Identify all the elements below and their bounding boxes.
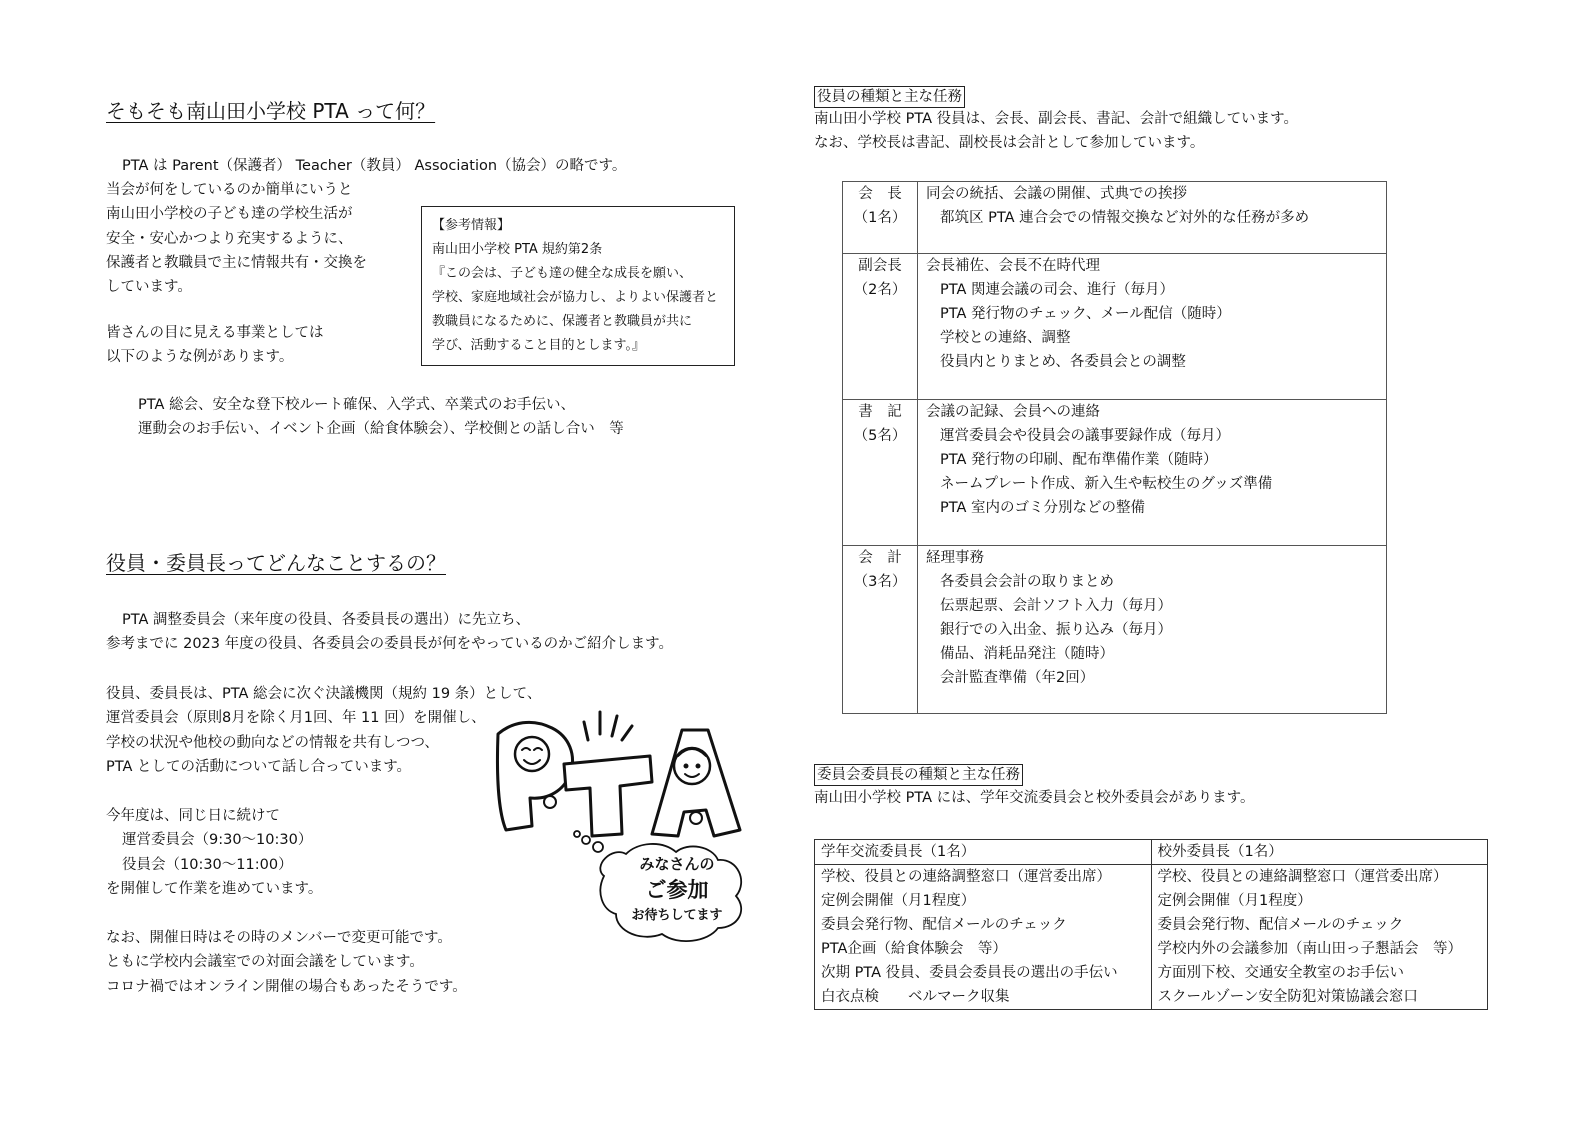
role-duties-cell — [918, 254, 1387, 400]
text-line: 役員、委員長は、PTA 総会に次ぐ決議機関（規約 19 条）として、 — [106, 686, 542, 702]
role-count: （5名） — [853, 428, 907, 444]
text-line: 当会が何をしているのか簡単にいうと — [106, 182, 353, 198]
officers-intro — [106, 608, 673, 657]
text-line: しています。 — [106, 279, 192, 296]
committee-duty: 白衣点検 ベルマーク収集 — [821, 989, 1010, 1005]
role-task: ネームプレート作成、新入生や転校生のグッズ準備 — [940, 476, 1273, 492]
committee-duty: 次期 PTA 役員、委員会委員長の選出の手伝い — [821, 965, 1118, 981]
role-row-treasurer — [843, 546, 1387, 714]
officers-section-intro — [814, 107, 1298, 156]
role-task: 学校との連絡、調整 — [940, 330, 1071, 346]
officers-role-paragraph — [106, 682, 541, 779]
role-duties-cell — [918, 546, 1387, 714]
committee-duty: 定例会開催（月1程度） — [821, 893, 976, 909]
reference-line: 学び、活動すること目的とします。』 — [432, 338, 645, 353]
meeting-schedule — [106, 804, 322, 901]
role-task: PTA 関連会議の司会、進行（毎月） — [940, 282, 1175, 298]
role-name-cell — [843, 400, 918, 546]
reference-heading: 【参考情報】 — [432, 218, 511, 233]
role-task: 運営委員会や役員会の議事要録作成（毎月） — [940, 428, 1230, 444]
text-line: 保護者と教職員で主に情報共有・交換を — [106, 254, 367, 271]
role-name: 書 記 — [858, 404, 902, 420]
officers-section-label: 役員の種類と主な任務 — [814, 86, 965, 108]
committee-duties-cell — [1151, 865, 1488, 1010]
role-row-president — [843, 182, 1387, 254]
committee-header — [815, 840, 1152, 865]
text-line: PTA 調整委員会（来年度の役員、各委員長の選出）に先立ち、 — [122, 612, 531, 628]
role-name-cell — [843, 182, 918, 254]
role-task: 備品、消耗品発注（随時） — [940, 646, 1114, 662]
event-examples — [138, 393, 624, 442]
role-main-duty: 同会の統括、会議の開催、式典での挨拶 — [926, 186, 1187, 202]
text-line: 参考までに 2023 年度の役員、各委員会の委員長が何をやっているのかご紹介します。 — [106, 636, 673, 653]
text-line: ともに学校内会議室での対面会議をしています。 — [106, 954, 424, 971]
role-task: 銀行での入出金、振り込み（毎月） — [940, 622, 1172, 638]
committees-section-label: 委員会委員長の種類と主な任務 — [814, 764, 1023, 786]
text-line: 今年度は、同じ日に続けて — [106, 808, 280, 824]
role-task: 各委員会会計の取りまとめ — [940, 574, 1114, 590]
committee-chairs-table — [814, 839, 1488, 1010]
reference-line: 南山田小学校 PTA 規約第2条 — [432, 242, 603, 257]
committee-duty: 学校、役員との連絡調整窓口（運営委出席） — [1157, 869, 1448, 885]
reference-line: 教職員になるために、保護者と教職員が共に — [432, 314, 693, 329]
role-count: （1名） — [853, 210, 907, 226]
role-task: PTA 室内のゴミ分別などの整備 — [940, 500, 1146, 516]
meeting-notes — [106, 926, 467, 999]
committee-header-row — [815, 840, 1488, 865]
text-line: を開催して作業を進めています。 — [106, 880, 323, 897]
text-line: コロナ禍ではオンライン開催の場合もあったそうです。 — [106, 978, 467, 995]
committee-duty: 学校内外の会議参加（南山田っ子懇話会 等） — [1157, 941, 1462, 957]
text-line: 学校の状況や他校の動向などの情報を共有しつつ、 — [106, 734, 439, 751]
role-name-cell — [843, 546, 918, 714]
committee-duties-row — [815, 865, 1488, 1010]
pta-definition: PTA は Parent（保護者） Teacher（教員） Association（協会）の略です。 — [122, 158, 627, 174]
text-line: 運営委員会（原則8月を除く月1回、年 11 回）を開催し、 — [106, 710, 486, 727]
text-line: なお、学校長は書記、副校長は会計として参加しています。 — [814, 135, 1205, 152]
text-line: 運動会のお手伝い、イベント企画（給食体験会）、学校側との話し合い 等 — [138, 421, 624, 438]
role-count: （2名） — [853, 282, 907, 298]
committee-header-text: 学年交流委員長（1名） — [821, 844, 976, 860]
role-row-vice-president — [843, 254, 1387, 400]
role-task: 都筑区 PTA 連合会での情報交換など対外的な任務が多め — [940, 210, 1310, 226]
text-line: PTA 総会、安全な登下校ルート確保、入学式、卒業式のお手伝い、 — [138, 397, 576, 413]
committee-header — [1151, 840, 1488, 865]
role-task: 伝票起票、会計ソフト入力（毎月） — [940, 598, 1172, 614]
role-main-duty: 経理事務 — [926, 550, 984, 566]
role-duties-cell — [918, 400, 1387, 546]
reference-line: 学校、家庭地域社会が協力し、よりよい保護者と — [432, 290, 719, 305]
participation-bubble — [608, 851, 746, 929]
events-intro — [106, 321, 324, 370]
committee-header-text: 校外委員長（1名） — [1157, 844, 1283, 860]
text-line: 以下のような例があります。 — [106, 349, 294, 366]
role-task: PTA 発行物のチェック、メール配信（随時） — [940, 306, 1231, 322]
bubble-line: お待ちしてます — [631, 908, 723, 923]
committee-duty: 学校、役員との連絡調整窓口（運営委出席） — [821, 869, 1111, 885]
text-line: 安全・安心かつより充実するように、 — [106, 230, 353, 247]
committee-duty: スクールゾーン安全防犯対策協議会窓口 — [1157, 989, 1418, 1005]
section-title-what-is-pta: そもそも南山田小学校 PTA って何？ — [106, 99, 436, 123]
pta-description — [106, 178, 367, 299]
committee-duty: 方面別下校、交通安全教室のお手伝い — [1157, 965, 1404, 981]
text-line: 役員会（10:30〜11:00） — [122, 856, 293, 873]
text-line: 南山田小学校の子ども達の学校生活が — [106, 206, 353, 223]
committees-section-intro: 南山田小学校 PTA には、学年交流委員会と校外委員会があります。 — [814, 790, 1255, 806]
role-row-secretary — [843, 400, 1387, 546]
role-count: （3名） — [853, 574, 907, 590]
role-name: 会 計 — [858, 550, 902, 566]
text-line: 南山田小学校 PTA 役員は、会長、副会長、書記、会計で組織しています。 — [814, 111, 1298, 127]
committee-duty: 委員会発行物、配信メールのチェック — [821, 917, 1067, 933]
role-name: 会 長 — [858, 186, 902, 202]
role-duties-cell — [918, 182, 1387, 254]
bubble-line: みなさんの — [639, 855, 715, 873]
reference-box — [421, 206, 735, 366]
section-title-officers: 役員・委員長ってどんなことするの？ — [106, 551, 446, 575]
text-line: PTA としての活動について話し合っています。 — [106, 758, 412, 775]
role-main-duty: 会議の記録、会員への連絡 — [926, 404, 1100, 420]
committee-duty: PTA企画（給食体験会 等） — [821, 941, 1007, 957]
role-task: 会計監査準備（年2回） — [940, 670, 1095, 686]
bubble-line: ご参加 — [645, 878, 709, 902]
role-main-duty: 会長補佐、会長不在時代理 — [926, 258, 1100, 274]
text-line: 皆さんの目に見える事業としては — [106, 325, 324, 341]
text-line: なお、開催日時はその時のメンバーで変更可能です。 — [106, 930, 452, 946]
role-task: PTA 発行物の印刷、配布準備作業（随時） — [940, 452, 1218, 468]
committee-duties-cell — [815, 865, 1152, 1010]
role-task: 役員内とりまとめ、各委員会との調整 — [940, 354, 1186, 370]
role-name: 副会長 — [858, 258, 902, 274]
committee-duty: 定例会開催（月1程度） — [1157, 893, 1312, 909]
role-name-cell — [843, 254, 918, 400]
officer-roles-table — [842, 181, 1387, 714]
committee-duty: 委員会発行物、配信メールのチェック — [1157, 917, 1404, 933]
reference-line: 『この会は、子ども達の健全な成長を願い、 — [432, 266, 693, 281]
text-line: 運営委員会（9:30〜10:30） — [122, 832, 313, 849]
